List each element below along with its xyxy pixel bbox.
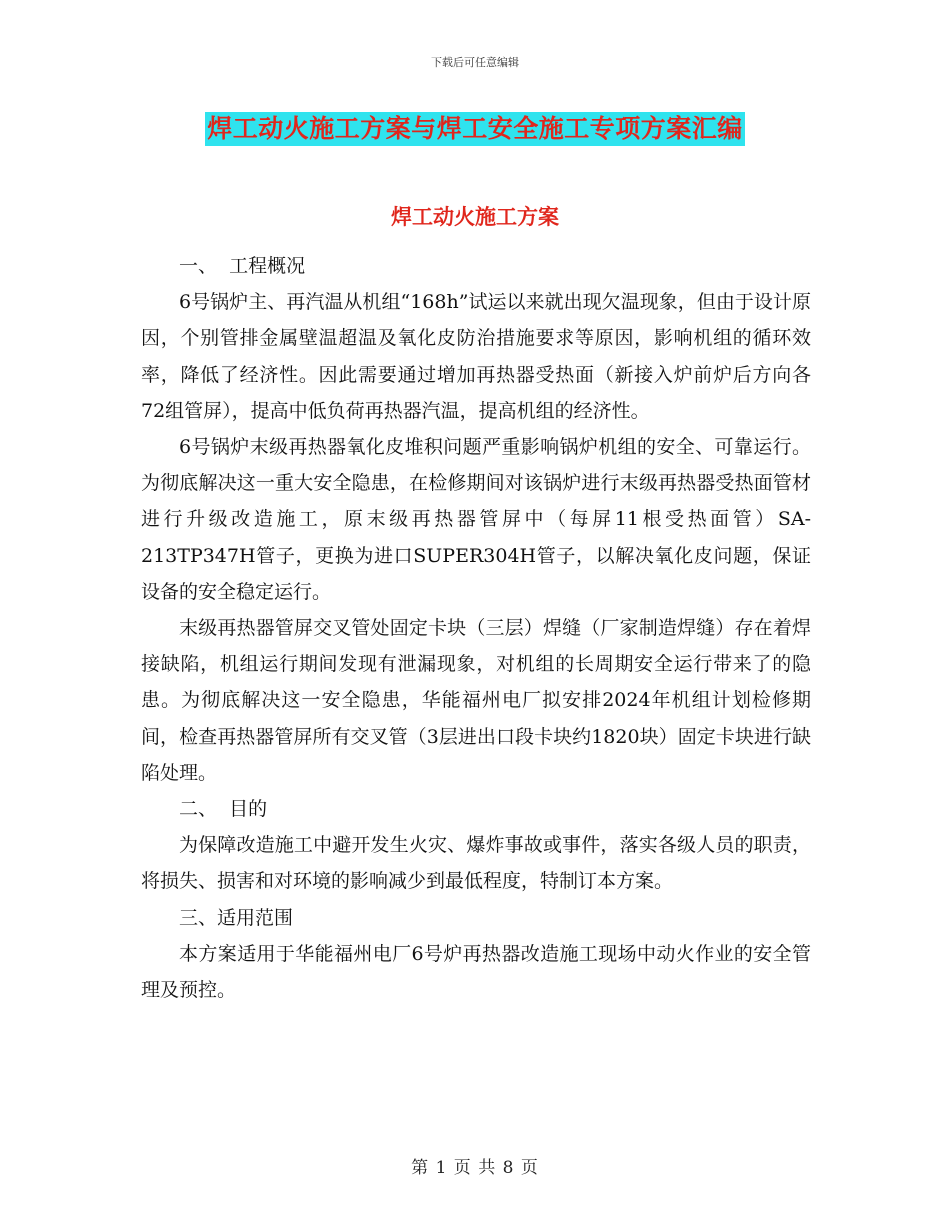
section-heading-purpose: 二、 目的 xyxy=(179,798,268,821)
page-header-note: 下载后可任意编辑 xyxy=(431,56,519,69)
page-number: 第 1 页 共 8 页 xyxy=(411,1158,539,1178)
document-title-text: 焊工动火施工方案与焊工安全施工专项方案汇编 xyxy=(205,112,745,146)
document-body xyxy=(141,248,811,1008)
body-paragraph: 末级再热器管屏交叉管处固定卡块（三层）焊缝（厂家制造焊缝）存在着焊接缺陷，机组运行期间发现有泄漏现象，对机组的长周期安全运行带来了的隐患。为彻底解决这一安全隐患，华能福州电厂拟安排2024年机组计划检修期间，检查再热器管屏所有交叉管（3层进出口段卡块约1820块）固定卡块进行缺陷处理。 xyxy=(141,617,811,784)
document-title xyxy=(0,112,950,146)
body-paragraph: 6号锅炉末级再热器氧化皮堆积问题严重影响锅炉机组的安全、可靠运行。为彻底解决这一重大安全隐患，在检修期间对该锅炉进行末级再热器受热面管材进行升级改造施工，原末级再热器管屏中（每屏11根受热面管）SA-213TP347H管子，更换为进口SUPER304H管子，以解决氧化皮问题，保证设备的安全稳定运行。 xyxy=(141,436,811,603)
section-heading-scope: 三、适用范围 xyxy=(179,906,294,929)
body-paragraph: 为保障改造施工中避开发生火灾、爆炸事故或事件，落实各级人员的职责，将损失、损害和对环境的影响减少到最低程度，特制订本方案。 xyxy=(141,834,811,893)
section-title: 焊工动火施工方案 xyxy=(391,204,559,229)
body-paragraph: 本方案适用于华能福州电厂6号炉再热器改造施工现场中动火作业的安全管理及预控。 xyxy=(141,942,811,1002)
section-heading-overview: 一、 工程概况 xyxy=(179,255,306,277)
body-paragraph: 6号锅炉主、再汽温从机组“168h”试运以来就出现欠温现象，但由于设计原因，个别管排金属壁温超温及氧化皮防治措施要求等原因，影响机组的循环效率，降低了经济性。因此需要通过增加再热器受热面（新接入炉前炉后方向各72组管屏），提高中低负荷再热器汽温，提高机组的经济性。 xyxy=(141,291,811,422)
